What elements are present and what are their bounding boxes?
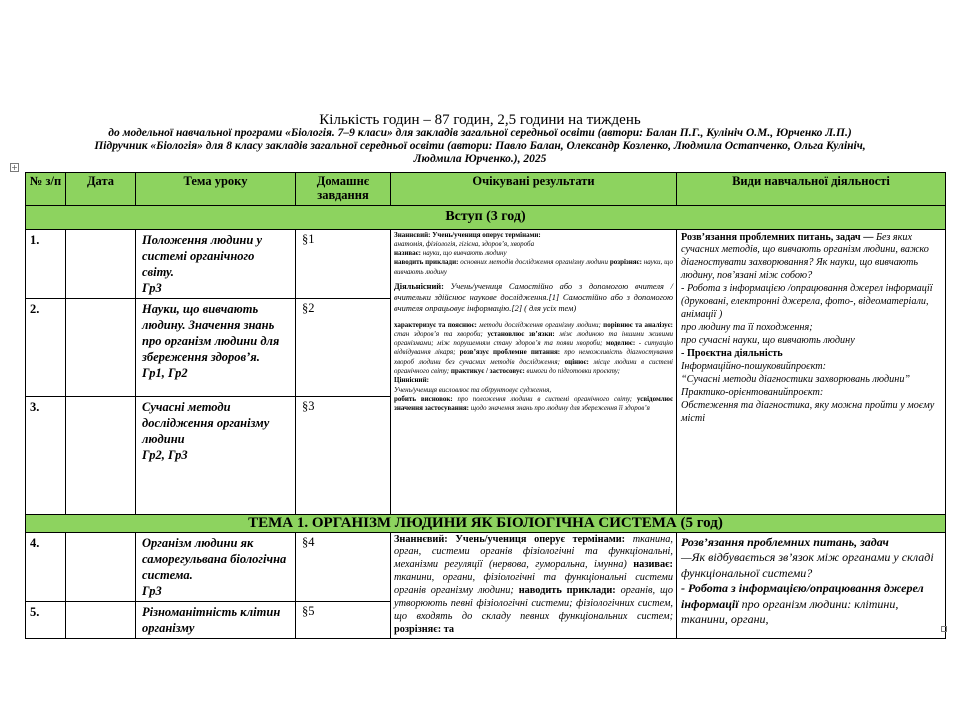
topic-groups: Гр3 <box>142 280 162 295</box>
act-bold: Розв’язання проблемних питань, задач — <box>681 231 874 243</box>
topic-text: Науки, що вивчають людину. Значення знань про організм людини для збереження здоров’я. <box>142 301 280 364</box>
topic-text: Різноманітність клітин організму <box>142 604 281 635</box>
res-text: про положення людини в системі органічного світу; <box>457 394 633 403</box>
topic-groups: Гр2, Гр3 <box>142 447 188 462</box>
row-topic <box>136 532 296 601</box>
row-date[interactable] <box>66 601 136 638</box>
res-text: стан здоров’я та хвороби; <box>394 329 483 338</box>
row-homework: §5 <box>296 601 391 638</box>
topic-text: Організм людини як саморегульвана біологічна система. <box>142 535 287 582</box>
res-label: оцінює: <box>564 357 589 366</box>
res-text: органів, що утворюють певні фізіологічні системи; фізіологічних систем, що входять до складу певних функціональних систем; <box>394 584 673 622</box>
act-bold: - Робота з інформацією/опрацювання джерел інформації <box>681 581 924 611</box>
row-num: 3. <box>26 396 66 514</box>
row-homework: §2 <box>296 298 391 396</box>
res-text: тканини, органи, фізіологічні та функціональні системи органів організму людини; <box>394 572 673 596</box>
subtitle-program: до модельної навчальної програми «Біологія. 7–9 класи» для закладів загальної середньої освіти (автори: Балан П.Г., Кулініч О.М., Юрченко Л.П.) <box>108 127 852 139</box>
col-header-results: Очікувані результати <box>391 173 677 206</box>
row-date[interactable] <box>66 229 136 298</box>
topic-text: Положення людини у системі органічного світу. <box>142 232 263 279</box>
table-header-row <box>26 173 946 206</box>
section-row-intro <box>26 205 946 229</box>
row-topic <box>136 601 296 638</box>
page-subtitle <box>20 127 940 166</box>
res-label: розрізняє: <box>394 623 442 635</box>
section-title: ТЕМА 1. ОРГАНІЗМ ЛЮДИНИ ЯК БІОЛОГІЧНА СИСТЕМА (5 год) <box>26 514 946 532</box>
activities-cell-topic-1 <box>677 532 946 638</box>
topic-groups: Гр3 <box>142 583 162 598</box>
row-topic <box>136 396 296 514</box>
res-label: моделює: <box>605 339 636 348</box>
res-label: порівнює та аналізує: <box>603 320 673 329</box>
row-topic <box>136 229 296 298</box>
res-text: про неможливість діагностування хвороб людини без сучасних методів дослідження; <box>394 348 674 366</box>
row-homework: §3 <box>296 396 391 514</box>
res-label: установлює зв’язки: <box>487 329 555 338</box>
row-num: 4. <box>26 532 66 601</box>
act-text: Інформаційно-пошуковийпроєкт: <box>681 361 826 373</box>
res-text: анатомія, фізіологія, гігієна, здоров’я, хвороба <box>394 239 535 248</box>
section-row-topic-1 <box>26 514 946 532</box>
res-label: розрізняє: <box>609 258 642 267</box>
res-label: Діяльнісний: <box>394 281 444 291</box>
row-date[interactable] <box>66 298 136 396</box>
row-num: 2. <box>26 298 66 396</box>
topic-groups: Гр1, Гр2 <box>142 365 188 380</box>
res-text: Учень/учениця висловлює та обґрунтовує судження, <box>394 385 552 394</box>
subtitle-authors: Людмила Юрченко.), 2025 <box>413 152 547 165</box>
table-row <box>26 229 946 298</box>
res-text: щодо значення знань про людину для збереження її здоров’я <box>470 404 650 413</box>
res-text: вимоги до підготовки проєкту; <box>526 366 620 375</box>
res-label: Ціннісний: <box>394 376 429 385</box>
res-label: наводить приклади: <box>518 584 616 596</box>
table-resize-handle-icon[interactable] <box>941 626 947 632</box>
subtitle-textbook: Підручник «Біологія» для 8 класу закладів загальної середньої освіти (автори: Павло Балан, Олександр Козленко, Людмила Остапченко, Ольга Кулініч, <box>94 139 866 152</box>
act-text: про людину та її походження; <box>681 322 813 334</box>
res-label: та <box>443 623 455 635</box>
res-label: розв’язує проблемне питання: <box>459 348 561 357</box>
res-text: методи дослідження організму людини; <box>479 320 601 329</box>
activities-cell-intro <box>677 229 946 514</box>
res-text: місце людини в системі органічного світу; <box>394 357 673 375</box>
act-text: про сучасні науки, що вивчають людину <box>681 335 855 347</box>
res-label: називає: <box>394 249 422 258</box>
act-text: Практико-орієнтованийпроєкт: <box>681 386 824 398</box>
res-text: Учень/учениця Самостійно або з допомогою вчителя / вчительки здійснює наукове дослідження.[1] Самостійно або з допомогою вчителя опрацьовує інформацію.[2] ( для усіх тем) <box>394 281 674 314</box>
results-cell-topic-1 <box>391 532 677 638</box>
row-date[interactable] <box>66 396 136 514</box>
res-label: Знаннєвий: Учень/учениця оперує термінами: <box>394 533 626 545</box>
row-date[interactable] <box>66 532 136 601</box>
act-text: —Як відбувається зв’язок між органами у складі функціональної системи? <box>681 550 934 580</box>
topic-text: Сучасні методи дослідження організму людини <box>142 399 270 446</box>
act-text: про організм людини: клітини, тканини, органи, <box>681 596 899 627</box>
res-text: науки, що вивчають людину <box>422 249 507 258</box>
res-text: - ситуацію відвідування лікаря; <box>394 339 674 357</box>
col-header-topic: Тема уроку <box>136 173 296 206</box>
row-num: 5. <box>26 601 66 638</box>
res-text: науки, що вивчають людину <box>394 258 673 276</box>
res-text: основних методів дослідження організму людини <box>460 258 609 267</box>
act-text: Без яких сучасних методів, що вивчають організм людини, важко діагностувати захворювання? Як науки, що вивчають людину, пов’язані між собою? <box>681 231 929 282</box>
table-move-handle-icon[interactable]: + <box>11 163 18 172</box>
row-homework: §1 <box>296 229 391 298</box>
res-label: практикує / застосовує: <box>450 366 525 375</box>
col-header-homework: Домашнє завдання <box>296 173 391 206</box>
row-topic <box>136 298 296 396</box>
act-bold: - Проєктна діяльність <box>681 348 783 360</box>
res-label: робить висновок: <box>394 394 453 403</box>
results-cell-intro <box>391 229 677 514</box>
res-label: Знаннєвий: Учень/учениця оперує термінами: <box>394 230 541 239</box>
res-text: між людиною та іншими живими організмами; між порушенням стану здоров’я та появи хвороби; <box>394 329 674 348</box>
col-header-date: Дата <box>66 173 136 206</box>
page-title: Кількість годин – 87 годин, 2,5 години на тиждень <box>319 112 641 128</box>
res-label: усвідомлює значення застосування: <box>394 394 674 413</box>
res-label: називає: <box>633 559 673 571</box>
row-homework: §4 <box>296 532 391 601</box>
act-text: “Сучасні методи діагностики захворювань людини” <box>681 373 911 385</box>
row-num: 1. <box>26 229 66 298</box>
res-label: характеризує та пояснює: <box>394 320 477 329</box>
act-text: - Робота з інформацією /опрацювання джерел інформації (друковані, електронні джерела, фото-, відеоматеріали, анімації ) <box>681 283 933 321</box>
col-header-num: № з/п <box>26 173 66 206</box>
col-header-activities: Види навчальної діяльності <box>677 173 946 206</box>
act-bold: Розв’язання проблемних питань, задач <box>681 534 889 549</box>
lesson-plan-table <box>25 172 946 639</box>
res-text: тканина, орган, системи органів фізіологічні та функціональні, механізми регуляції (нервова, гуморальна, імунна) <box>394 533 673 571</box>
section-title: Вступ (3 год) <box>26 205 946 229</box>
table-row <box>26 532 946 601</box>
act-text: Обстеження та діагностика, яку можна пройти у моєму місті <box>681 399 935 424</box>
res-label: наводить приклади: <box>394 258 459 267</box>
